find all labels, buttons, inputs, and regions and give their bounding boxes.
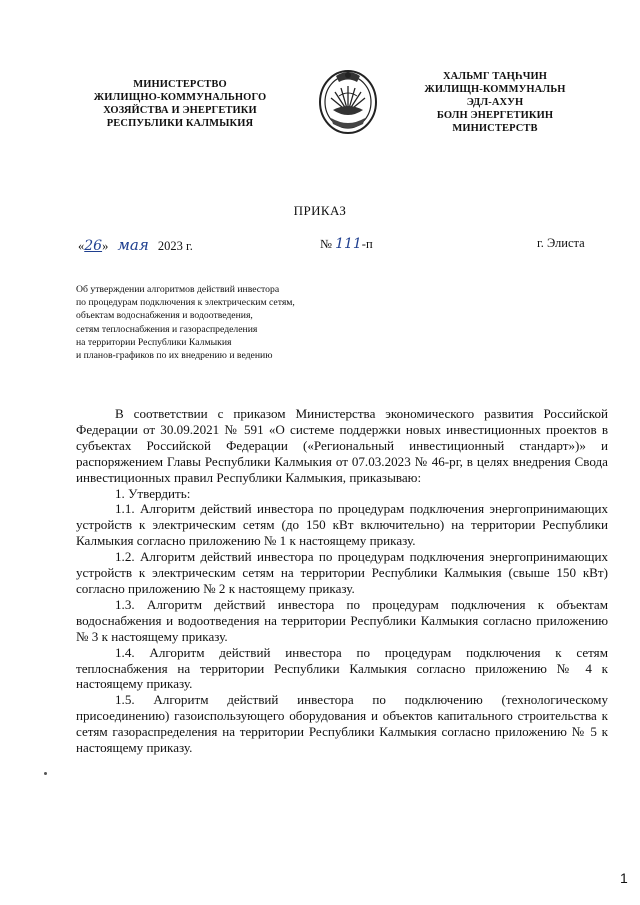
ministry-name-line: ЖИЛИЩНО-КОММУНАЛЬНОГО bbox=[93, 92, 267, 103]
ministry-name-russian bbox=[92, 78, 268, 130]
page-number: 1 bbox=[620, 870, 628, 886]
item-1: 1. Утвердить: bbox=[115, 485, 191, 501]
ministry-name-kalmyk bbox=[420, 70, 570, 135]
subject-line: сетям теплоснабжения и газораспределения bbox=[76, 323, 258, 335]
date-open-quote: « bbox=[78, 239, 85, 253]
number-prefix: № bbox=[320, 237, 332, 251]
ministry-name-line: БОЛН ЭНЕРГЕТИКИН bbox=[436, 110, 554, 121]
order-number bbox=[320, 236, 373, 252]
ministry-name-line: ХАЛЬМГ ТАҢҺЧИН bbox=[442, 71, 548, 82]
item-1-3: 1.3. Алгоритм действий инвестора по процедурам подключения к объектам водоснабжения и водоотведения на территории Республики Калмыкия согласно приложению № 3 к настоящему приказу. bbox=[76, 596, 608, 644]
order-date bbox=[78, 236, 193, 254]
ministry-name-line: МИНИСТЕРСТВО bbox=[133, 79, 227, 90]
item-1-4: 1.4. Алгоритм действий инвестора по процедурам подключения к сетям теплоснабжения на территории Республики Калмыкия согласно приложению № 4 к настоящему приказу. bbox=[76, 644, 608, 692]
date-day: 26 bbox=[84, 238, 103, 254]
subject-line: на территории Республики Калмыкия bbox=[76, 336, 232, 348]
republic-emblem-icon bbox=[317, 66, 379, 136]
subject-line: и планов-графиков по их внедрению и ведению bbox=[76, 350, 273, 362]
order-city: г. Элиста bbox=[537, 236, 585, 250]
scan-speck bbox=[44, 772, 47, 775]
subject-line: Об утверждении алгоритмов действий инвестора bbox=[76, 284, 280, 295]
subject-line: по процедурам подключения к электрическим сетям, bbox=[76, 297, 295, 309]
ministry-name-line: РЕСПУБЛИКИ КАЛМЫКИЯ bbox=[106, 118, 254, 129]
date-month: мая bbox=[117, 236, 149, 254]
number-value: 111 bbox=[335, 236, 362, 252]
preamble-paragraph: В соответствии с приказом Министерства экономического развития Российской Федерации от 30.09.2021 № 591 «О системе поддержки новых инвестиционных проектов в субъектах Российской Федерации («Региональный инвестиционный стандарт»)» и распоряжением Главы Республики Калмыкия от 07.03.2023 № 46-рг, в целях внедрения Свода инвестиционных правил Республики Калмыкия, приказываю: bbox=[76, 406, 608, 485]
ministry-name-line: ЭДЛ-АХУН bbox=[466, 97, 524, 108]
ministry-name-line: ХОЗЯЙСТВА И ЭНЕРГЕТИКИ bbox=[103, 105, 257, 116]
item-1-2: 1.2. Алгоритм действий инвестора по процедурам подключения энергопринимающих устройств к электрическим сетям на территории Республики Калмыкия (свыше 150 кВт) согласно приложению № 2 к настоящему приказу. bbox=[76, 549, 608, 596]
number-suffix: -п bbox=[361, 237, 373, 251]
item-1-5: 1.5. Алгоритм действий инвестора по подключению (технологическому присоединению) газоиспользующего оборудования и объектов капитального строительства к сетям газораспределения на территории Республики Калмыкия согласно приложению № 5 к настоящему приказу. bbox=[76, 692, 608, 756]
order-subject bbox=[76, 283, 366, 362]
order-body bbox=[76, 406, 608, 756]
date-year: 2023 г. bbox=[157, 239, 193, 253]
date-close-quote: » bbox=[102, 239, 109, 253]
ministry-name-line: ЖИЛИЩН-КОММУНАЛЬН bbox=[424, 84, 566, 95]
item-1-1: 1.1. Алгоритм действий инвестора по процедурам подключения энергопринимающих устройств к электрическим сетям (до 150 кВт включительно) на территории Республики Калмыкия согласно приложению № 1 к настоящему приказу. bbox=[76, 501, 608, 549]
subject-line: объектам водоснабжения и водоотведения, bbox=[76, 310, 253, 322]
ministry-name-line: МИНИСТЕРСТВ bbox=[452, 123, 538, 134]
document-title: ПРИКАЗ bbox=[293, 203, 347, 218]
